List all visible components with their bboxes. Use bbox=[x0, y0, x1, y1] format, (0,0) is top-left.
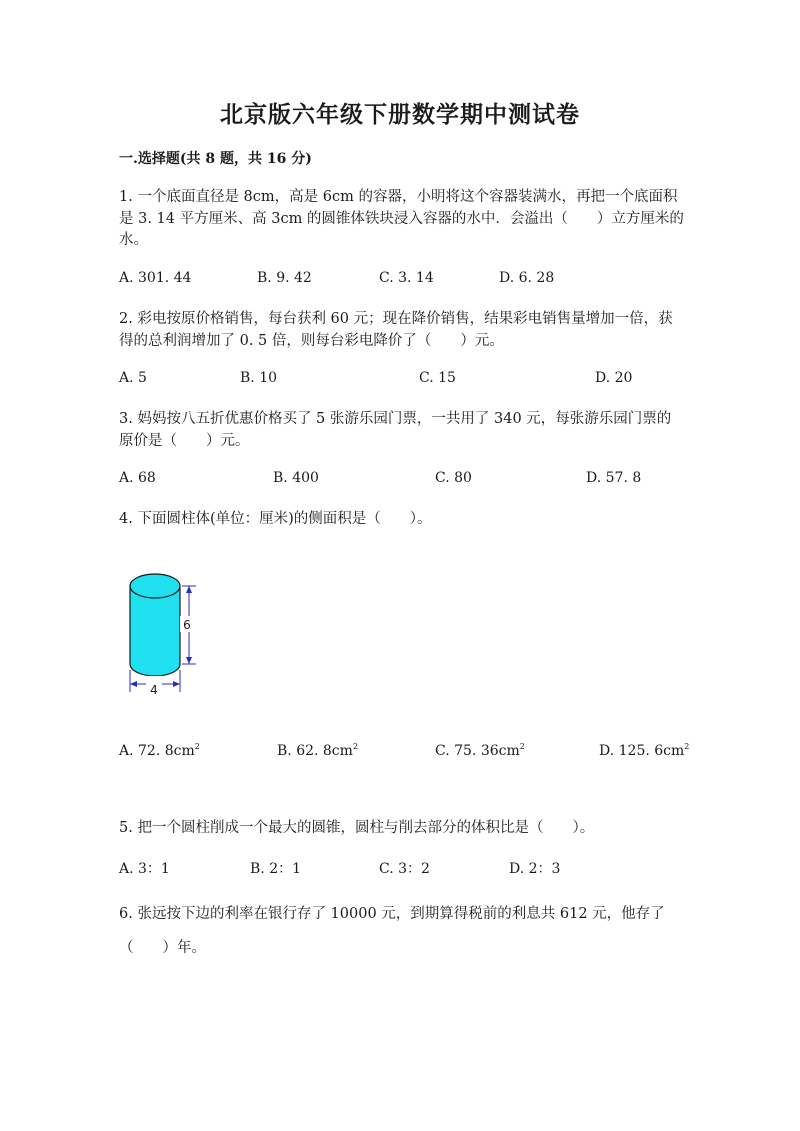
option-a[interactable]: A. 3：1 bbox=[119, 861, 170, 877]
option-a[interactable]: A. 72. $8cm^2$ bbox=[119, 742, 200, 759]
option-c[interactable]: C. 15 bbox=[419, 370, 456, 386]
question-5: 5. 把一个圆柱削成一个最大的圆锥，圆柱与削去部分的体积比是（ ）。 bbox=[119, 820, 595, 836]
cylinder-top bbox=[130, 574, 180, 598]
option-a[interactable]: A. 68 bbox=[119, 470, 156, 486]
option-d[interactable]: D. 57. 8 bbox=[586, 470, 642, 486]
option-b[interactable]: B. 400 bbox=[273, 470, 319, 486]
diameter-arrow-right bbox=[173, 681, 180, 687]
question-4: 4. 下面圆柱体(单位：厘米)的侧面积是（ ）。 bbox=[119, 511, 432, 527]
cylinder-figure bbox=[118, 560, 218, 700]
option-d[interactable]: D. 2：3 bbox=[509, 861, 561, 877]
question-6: 6. 张远按下边的利率在银行存了 10000 元，到期算得税前的利息共 612 元，他存了（ ）年。 bbox=[119, 906, 665, 956]
question-2: 2. 彩电按原价格销售，每台获利 60 元；现在降价销售，结果彩电销售量增加一倍，获得的总利润增加了 0. 5 倍，则每台彩电降价了（ ）元。 bbox=[119, 311, 673, 349]
option-a[interactable]: A. 301. 44 bbox=[119, 270, 192, 286]
option-d[interactable]: D. 6. 28 bbox=[499, 270, 555, 286]
question-3: 3. 妈妈按八五折优惠价格买了 5 张游乐园门票，一共用了 340 元，每张游乐园门票的原价是（ ）元。 bbox=[119, 411, 672, 449]
option-b[interactable]: B. 10 bbox=[240, 370, 278, 386]
height-label: 6 bbox=[183, 618, 191, 632]
option-c[interactable]: C. 80 bbox=[435, 470, 472, 486]
option-a[interactable]: A. 5 bbox=[119, 370, 147, 386]
height-arrow-bottom bbox=[186, 657, 192, 664]
page-title: 北京版六年级下册数学期中测试卷 bbox=[220, 101, 580, 128]
diameter-label: 4 bbox=[150, 683, 158, 697]
option-b[interactable]: B. 2：1 bbox=[250, 861, 302, 877]
height-arrow-top bbox=[186, 586, 192, 593]
option-d[interactable]: D. 20 bbox=[595, 370, 633, 386]
option-b[interactable]: B. 9. 42 bbox=[257, 270, 312, 286]
option-c[interactable]: C. 3. 14 bbox=[379, 270, 434, 286]
diameter-arrow-left bbox=[130, 681, 137, 687]
section-heading: 一.选择题(共 8 题，共 16 分) bbox=[119, 151, 312, 167]
option-c[interactable]: C. 75. $36cm^2$ bbox=[435, 742, 525, 759]
option-c[interactable]: C. 3：2 bbox=[379, 861, 430, 877]
option-d[interactable]: D. 125. $6cm^2$ bbox=[599, 742, 690, 759]
option-b[interactable]: B. 62. $8cm^2$ bbox=[277, 742, 359, 759]
cylinder-body bbox=[130, 586, 180, 676]
question-1: 1. 一个底面直径是 8cm，高是 6cm 的容器，小明将这个容器装满水，再把一个底面积是 3. 14 平方厘米、高 3cm 的圆锥体铁块浸入容器的水中．会溢出（ ）立方厘米的水。 bbox=[119, 189, 684, 248]
